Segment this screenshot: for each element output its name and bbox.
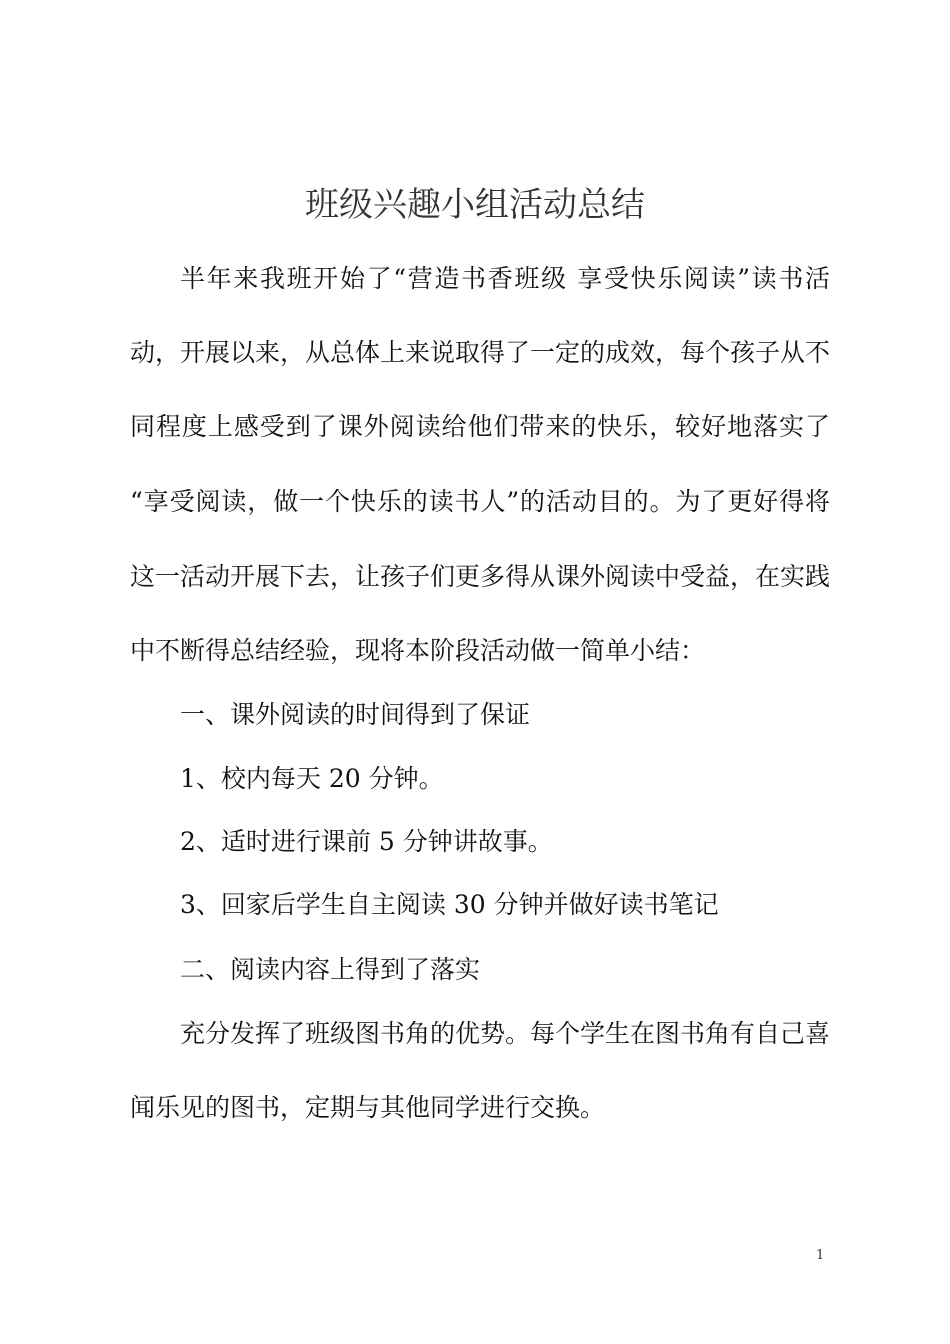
section-2-line-2: 闻乐见的图书，定期与其他同学进行交换。 <box>130 1093 606 1122</box>
section-1-heading: 一、课外阅读的时间得到了保证 <box>180 700 531 729</box>
section-1-item-1: 1、校内每天 20 分钟。 <box>180 764 444 793</box>
section-1-item-3: 3、回家后学生自主阅读 30 分钟并做好读书笔记 <box>180 890 719 919</box>
intro-line-5: 这一活动开展下去，让孩子们更多得从课外阅读中受益，在实践 <box>130 562 831 591</box>
section-1-item-2: 2、适时进行课前 5 分钟讲故事。 <box>180 827 553 856</box>
intro-line-1: 半年来我班开始了“营造书香班级 享受快乐阅读”读书活 <box>180 264 830 293</box>
intro-line-4: “享受阅读，做一个快乐的读书人”的活动目的。为了更好得将 <box>130 487 830 516</box>
section-2-heading: 二、阅读内容上得到了落实 <box>180 955 481 984</box>
intro-line-2: 动，开展以来，从总体上来说取得了一定的成效，每个孩子从不 <box>130 338 831 367</box>
page-number: 1 <box>816 1248 825 1263</box>
intro-line-3: 同程度上感受到了课外阅读给他们带来的快乐，较好地落实了 <box>130 412 830 441</box>
intro-line-6: 中不断得总结经验，现将本阶段活动做一简单小结： <box>130 636 706 665</box>
section-2-line-1: 充分发挥了班级图书角的优势。每个学生在图书角有自己喜 <box>180 1019 831 1048</box>
document-title: 班级兴趣小组活动总结 <box>305 185 645 225</box>
